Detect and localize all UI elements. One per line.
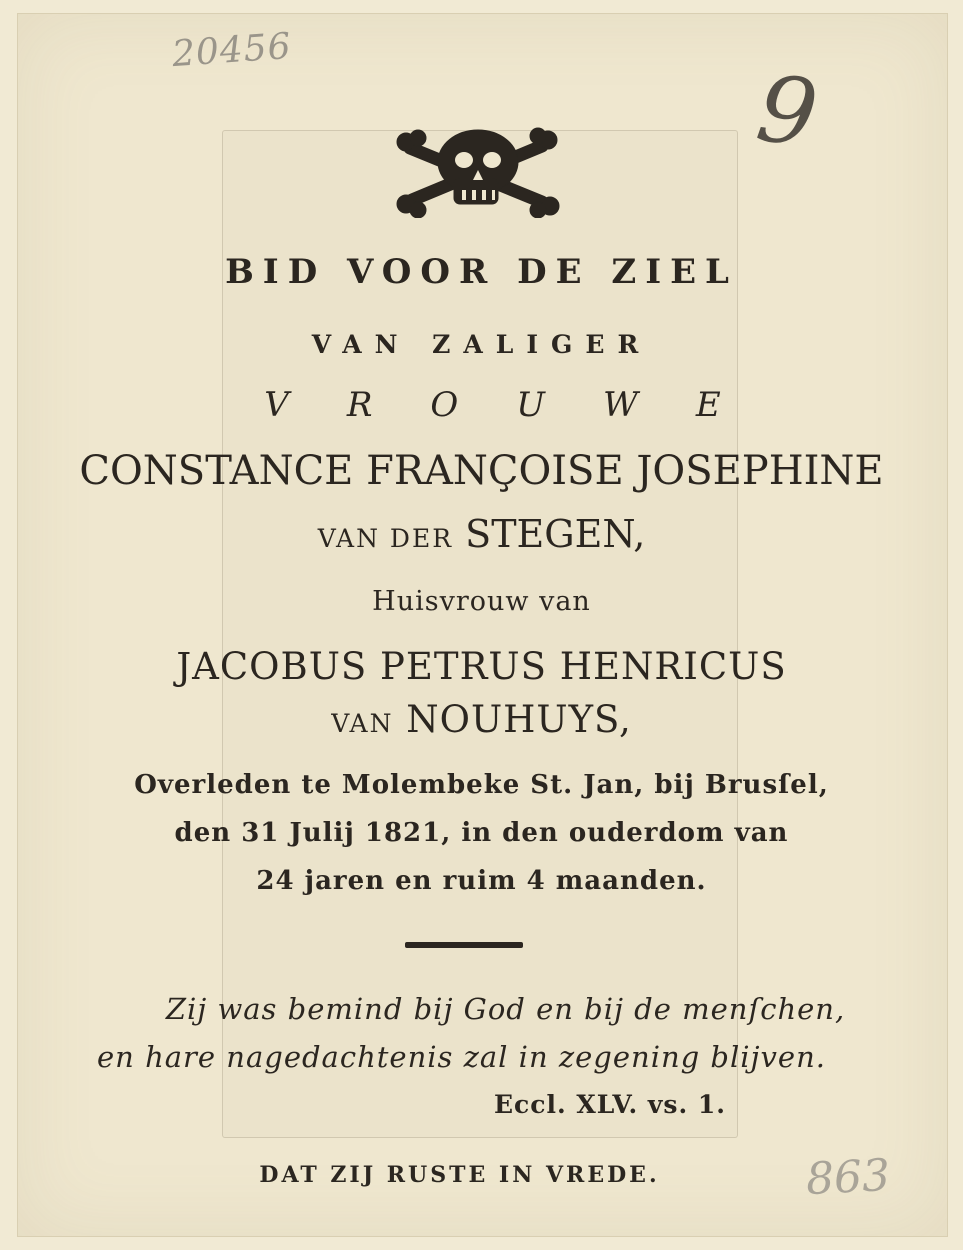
quote-line-2: en hare nagedachtenis zal in zegening blijven. xyxy=(97,1040,826,1074)
handwritten-mark: 9 xyxy=(750,54,824,169)
deceased-given-names: CONSTANCE FRANÇOISE JOSEPHINE xyxy=(79,448,884,494)
deceased-prefix: VAN DER xyxy=(317,524,454,553)
spouse-given-names: JACOBUS PETRUS HENRICUS xyxy=(176,645,787,688)
scripture-citation: Eccl. XLV. vs. 1. xyxy=(494,1090,726,1119)
skull-and-crossbones-icon xyxy=(392,126,564,218)
closing-line: DAT ZIJ RUSTE IN VREDE. xyxy=(259,1162,660,1188)
spouse-surname-line xyxy=(0,698,963,741)
woman-heading: VROUWE xyxy=(264,385,779,425)
handwritten-page-number: 863 xyxy=(804,1149,892,1206)
deceased-surname: STEGEN, xyxy=(465,512,646,556)
late-heading: VAN ZALIGER xyxy=(311,330,652,359)
age-line: 24 jaren en ruim 4 maanden. xyxy=(256,866,707,896)
divider-rule xyxy=(405,942,523,948)
quote-line-1: Zij was bemind bij God en bij de menſchen, xyxy=(165,992,846,1026)
handwritten-catalog-number: 20456 xyxy=(170,25,293,76)
prayer-heading: BID VOOR DE ZIEL xyxy=(225,252,738,292)
relation-line: Huisvrouw van xyxy=(372,586,591,617)
spouse-prefix: VAN xyxy=(331,709,394,738)
death-place-line: Overleden te Molembeke St. Jan, bij Brusſel, xyxy=(134,770,829,800)
spouse-surname: NOUHUYS, xyxy=(406,698,632,741)
death-date-line: den 31 Julij 1821, in den ouderdom van xyxy=(174,818,789,848)
deceased-surname-line xyxy=(0,512,963,556)
